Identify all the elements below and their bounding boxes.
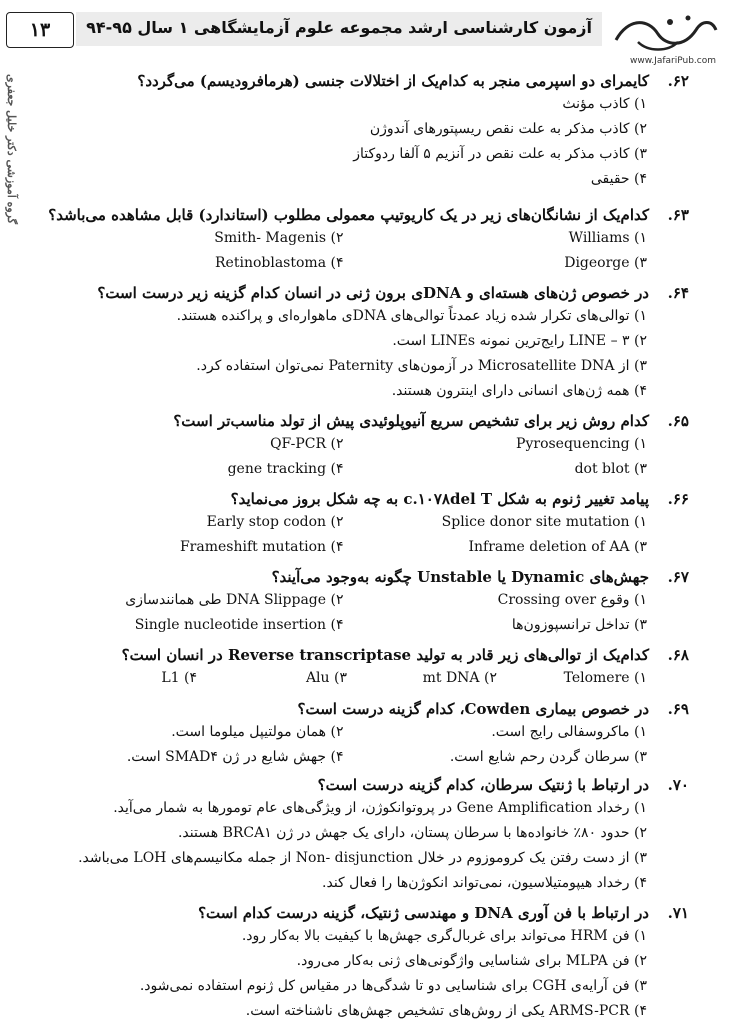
question-stem: کدام‌یک از توالی‌های زیر قادر به تولید Reverse transcriptase در انسان است؟ [121,646,649,664]
answer-option[interactable]: ۴) Single nucleotide insertion [134,617,344,633]
question-7 [40,644,689,691]
answer-option[interactable]: ۲) حدود ۸۰٪ خانواده‌ها با سرطان پستان، دارای یک جهش در ژن BRCA۱ هستند. [177,825,647,841]
question-number: ۶۳. [667,206,689,224]
answer-option[interactable]: ۳) کاذب مذکر به علت نقص در آنزیم ۵ آلفا ردوکتاز [353,146,647,162]
question-stem: در ارتباط با فن آوری DNA و مهندسی ژنتیک، گزینه درست کدام است؟ [198,904,649,922]
answer-option[interactable]: ۱) Williams [568,230,647,246]
answer-option[interactable]: ۲) DNA Slippage طی همانندسازی [125,592,344,608]
option-row [40,745,689,770]
answer-option[interactable]: ۳) Inframe deletion of AA [468,539,647,555]
answer-option[interactable]: ۱) وقوع Crossing over [497,592,647,608]
option-row [40,251,689,276]
option-row [40,226,689,251]
answer-option[interactable]: ۱) ماکروسفالی رایج است. [491,724,647,740]
answer-option[interactable]: ۴) Retinoblastoma [215,255,344,271]
answer-option[interactable]: ۲) همان مولتیپل میلوما است. [171,724,344,740]
answer-option[interactable]: ۱) Pyrosequencing [516,436,647,452]
answer-option[interactable]: ۲) QF-PCR [270,436,344,452]
option-row [40,535,689,560]
answer-option[interactable]: ۳) تداخل ترانسپوزون‌ها [511,617,647,633]
question-number: ۶۷. [667,568,689,586]
question-5 [40,488,689,560]
question-number: ۷۰. [667,776,689,794]
answer-option[interactable]: ۱) فن HRM می‌تواند برای غربال‌گری جهش‌ها با کیفیت بالا به‌کار رود. [241,928,647,944]
question-stem: کدام روش زیر برای تشخیص سریع آنیوپلوئیدی پیش از تولد مناسب‌تر است؟ [173,412,649,430]
question-stem: جهش‌های Dynamic یا Unstable چگونه به‌وجود می‌آیند؟ [271,568,649,586]
publisher-logo [608,8,722,60]
question-3 [40,282,689,404]
option-row [40,457,689,482]
answer-option[interactable]: ۴) L1 [161,670,197,686]
answer-option[interactable]: ۲) Smith- Magenis [214,230,344,246]
question-text [40,488,689,510]
question-stem: کایمرای دو اسپرمی منجر به کدام‌یک از اختلالات جنسی (هرمافرودیسم) می‌گردد؟ [137,72,649,90]
answer-option[interactable]: ۳) سرطان گردن رحم شایع است. [449,749,647,765]
answer-option[interactable]: ۳) از دست رفتن یک کروموزوم در خلال Non- disjunction از جمله مکانیسم‌های LOH می‌باشد. [78,850,647,866]
answer-option[interactable]: ۴) جهش شایع در ژن SMAD۴ است. [126,749,344,765]
answer-option[interactable]: ۲) mt DNA [422,670,497,686]
answer-option[interactable]: ۱) رخداد Gene Amplification در پروتوانکوژن، از ویژگی‌های عام تومورها به شمار می‌آید. [113,800,647,816]
answer-option[interactable]: ۲) کاذب مذکر به علت نقص ریسپتورهای آندوژن [369,121,647,137]
answer-option[interactable]: ۴) رخداد هیپومتیلاسیون، نمی‌تواند انکوژن‌ها را فعال کند. [322,875,647,891]
question-text [40,644,689,666]
question-text [40,282,689,304]
question-number: ۶۸. [667,646,689,664]
answer-option[interactable]: ۴) Frameshift mutation [179,539,344,555]
option-row [40,666,689,691]
answer-option[interactable]: ۱) توالی‌های تکرار شده زیاد عمدتاً توالی‌های DNAی ماهواره‌ای و پراکنده هستند. [176,308,647,324]
page-number: ۱۳ [6,12,74,48]
answer-option[interactable]: ۳) Digeorge [564,255,647,271]
question-number: ۶۲. [667,72,689,90]
question-text [40,774,689,796]
question-number: ۶۶. [667,490,689,508]
question-text [40,566,689,588]
question-text [40,902,689,924]
question-stem: کدام‌یک از نشانگان‌های زیر در یک کاریوتیپ معمولی مطلوب (استاندارد) قابل مشاهده می‌باشد؟ [48,206,649,224]
answer-option[interactable]: ۳) از Microsatellite DNA در آزمون‌های Paternity نمی‌توان استفاده کرد. [196,358,647,374]
page-title: آزمون کارشناسی ارشد مجموعه علوم آزمایشگاهی ۱ سال ۹۵-۹۴ [86,18,592,37]
question-stem: در ارتباط با ژنتیک سرطان، کدام گزینه درست است؟ [317,776,649,794]
option-row [40,510,689,535]
answer-option[interactable]: ۱) Splice donor site mutation [441,514,647,530]
option-row [40,588,689,613]
question-10 [40,902,689,1024]
answer-option[interactable]: ۴) حقیقی [590,171,647,187]
answer-option[interactable]: ۲) Early stop codon [206,514,344,530]
answer-option[interactable]: ۲) LINE – ۳ رایج‌ترین نمونه LINEs است. [392,333,647,349]
question-9 [40,774,689,896]
answer-option[interactable]: ۴) ARMS-PCR یکی از روش‌های تشخیص جهش‌های ناشناخته است. [245,1003,647,1019]
answer-option[interactable]: ۴) gene tracking [227,461,344,477]
question-text [40,698,689,720]
question-1 [40,70,689,192]
question-8 [40,698,689,770]
question-number: ۷۱. [667,904,689,922]
site-url: www.JafariPub.com [630,56,716,66]
question-4 [40,410,689,482]
answer-option[interactable]: ۱) کاذب مؤنث [562,96,647,112]
question-stem: در خصوص ژن‌های هسته‌ای و DNAی برون ژنی در انسان کدام گزینه زیر درست است؟ [97,284,649,302]
question-text [40,204,689,226]
answer-option[interactable]: ۱) Telomere [563,670,647,686]
question-6 [40,566,689,638]
answer-option[interactable]: ۳) Alu [305,670,347,686]
question-text [40,70,689,92]
question-stem: پیامد تغییر ژنوم به شکل c.۱۰۷۸del T به چه شکل بروز می‌نماید؟ [230,490,649,508]
option-row [40,613,689,638]
question-text [40,410,689,432]
page-header [6,8,722,66]
option-row [40,432,689,457]
answer-option[interactable]: ۳) dot blot [574,461,647,477]
side-label: گروه آموزشی دکتر خلیل جعفری [5,74,18,224]
answer-option[interactable]: ۳) فن آرایه‌ی CGH برای شناسایی دو تا شدگی‌ها در مقیاس کل ژنوم استفاده نمی‌شود. [139,978,647,994]
question-2 [40,204,689,276]
question-number: ۶۵. [667,412,689,430]
answer-option[interactable]: ۴) همه ژن‌های انسانی دارای اینترون هستند. [391,383,647,399]
option-row [40,720,689,745]
question-number: ۶۴. [667,284,689,302]
question-number: ۶۹. [667,700,689,718]
question-stem: در خصوص بیماری Cowden، کدام گزینه درست است؟ [297,700,649,718]
answer-option[interactable]: ۲) فن MLPA برای شناسایی واژگونی‌های ژنی به‌کار می‌رود. [296,953,647,969]
